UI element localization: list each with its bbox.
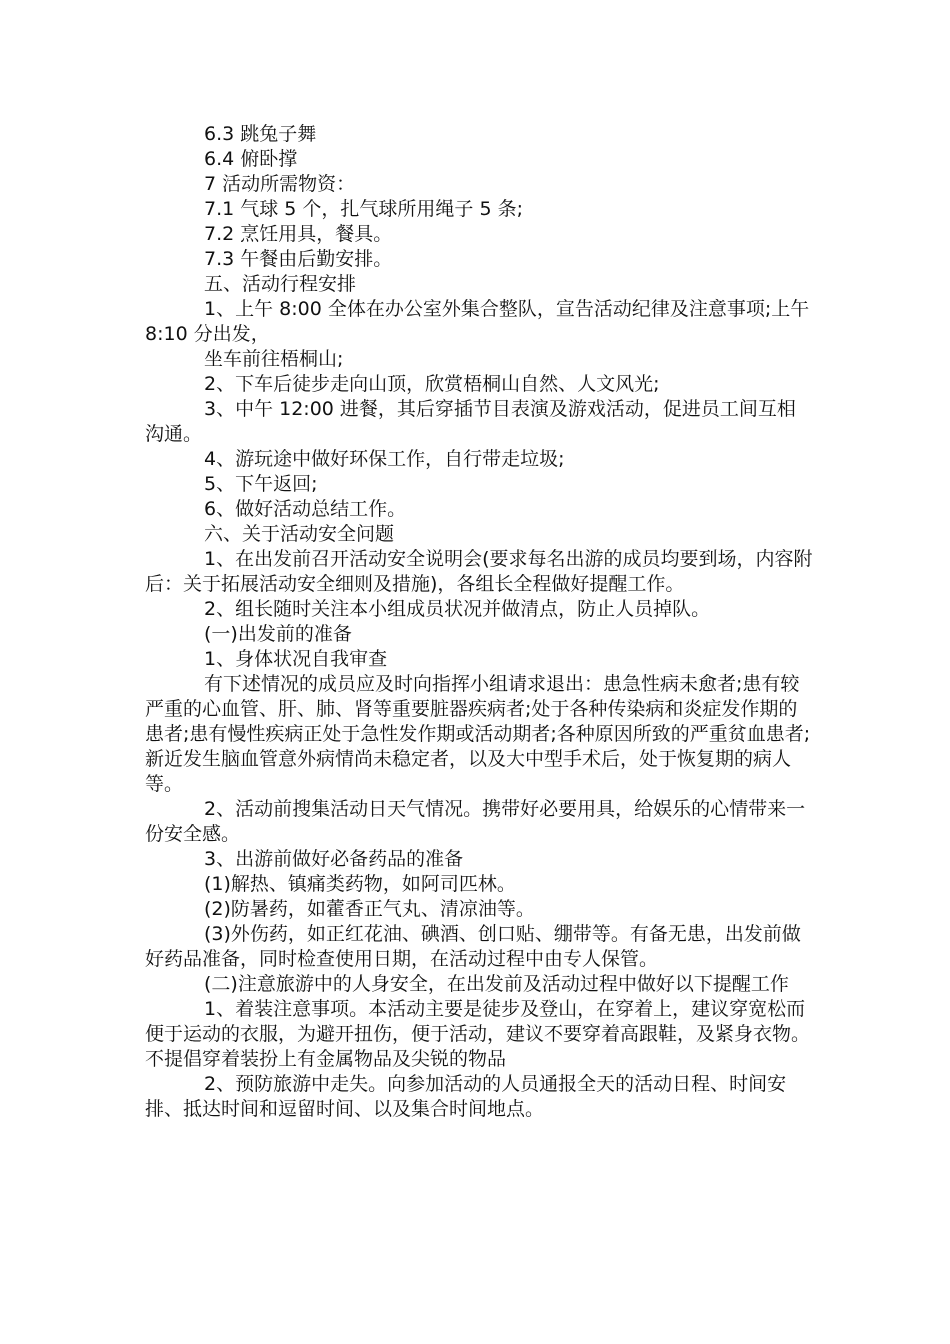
paragraph: (2)防暑药，如藿香正气丸、清凉油等。 xyxy=(204,898,535,920)
paragraph: 2、预防旅游中走失。向参加活动的人员通报全天的活动日程、时间安排、抵达时间和逗留时间、以及集合时间地点。 xyxy=(145,1073,787,1120)
paragraph: 1、身体状况自我审查 xyxy=(204,648,388,670)
paragraph: 6.3 跳兔子舞 xyxy=(204,123,317,145)
paragraph: 6、做好活动总结工作。 xyxy=(204,498,407,520)
paragraph: 7.1 气球 5 个，扎气球所用绳子 5 条; xyxy=(204,198,523,220)
paragraph: (1)解热、镇痛类药物，如阿司匹林。 xyxy=(204,873,516,895)
section-heading: 五、活动行程安排 xyxy=(204,273,357,295)
paragraph: 6.4 俯卧撑 xyxy=(204,148,298,170)
paragraph: 1、上午 8:00 全体在办公室外集合整队，宣告活动纪律及注意事项;上午 8:10 分出发， xyxy=(145,298,810,345)
paragraph: 5、下午返回; xyxy=(204,473,318,495)
paragraph: 2、下车后徒步走向山顶，欣赏梧桐山自然、人文风光; xyxy=(204,373,660,395)
subsection-heading: (二)注意旅游中的人身安全，在出发前及活动过程中做好以下提醒工作 xyxy=(204,973,789,995)
section-heading: 六、关于活动安全问题 xyxy=(204,523,395,545)
paragraph: (3)外伤药，如正红花油、碘酒、创口贴、绷带等。有备无患，出发前做好药品准备，同时检查使用日期，在活动过程中由专人保管。 xyxy=(145,923,801,970)
paragraph: 1、着装注意事项。本活动主要是徒步及登山，在穿着上，建议穿宽松而便于运动的衣服，为避开扭伤，便于活动，建议不要穿着高跟鞋，及紧身衣物。不提倡穿着装扮上有金属物品及尖锐的物品 xyxy=(145,998,811,1070)
document-body xyxy=(145,122,813,1122)
paragraph: 7.3 午餐由后勤安排。 xyxy=(204,248,393,270)
paragraph: 4、游玩途中做好环保工作，自行带走垃圾; xyxy=(204,448,565,470)
paragraph: 3、出游前做好必备药品的准备 xyxy=(204,848,464,870)
paragraph: 7 活动所需物资： xyxy=(204,173,356,195)
paragraph: 3、中午 12:00 进餐，其后穿插节目表演及游戏活动，促进员工间互相沟通。 xyxy=(145,398,796,445)
paragraph: 2、活动前搜集活动日天气情况。携带好必要用具，给娱乐的心情带来一份安全感。 xyxy=(145,798,806,845)
paragraph: 2、组长随时关注本小组成员状况并做清点，防止人员掉队。 xyxy=(204,598,711,620)
paragraph: 1、在出发前召开活动安全说明会(要求每名出游的成员均要到场，内容附后：关于拓展活动安全细则及措施)，各组长全程做好提醒工作。 xyxy=(145,548,813,595)
paragraph: 7.2 烹饪用具，餐具。 xyxy=(204,223,393,245)
paragraph: 坐车前往梧桐山; xyxy=(204,348,344,370)
subsection-heading: (一)出发前的准备 xyxy=(204,623,352,645)
paragraph: 有下述情况的成员应及时向指挥小组请求退出：患急性病未愈者;患有较严重的心血管、肝、肺、肾等重要脏器疾病者;处于各种传染病和炎症发作期的患者;患有慢性疾病正处于急性发作期或活动期者;各种原因所致的严重贫血患者;新近发生脑血管意外病情尚未稳定者，以及大中型手术后，处于恢复期的病人等。 xyxy=(145,673,811,795)
